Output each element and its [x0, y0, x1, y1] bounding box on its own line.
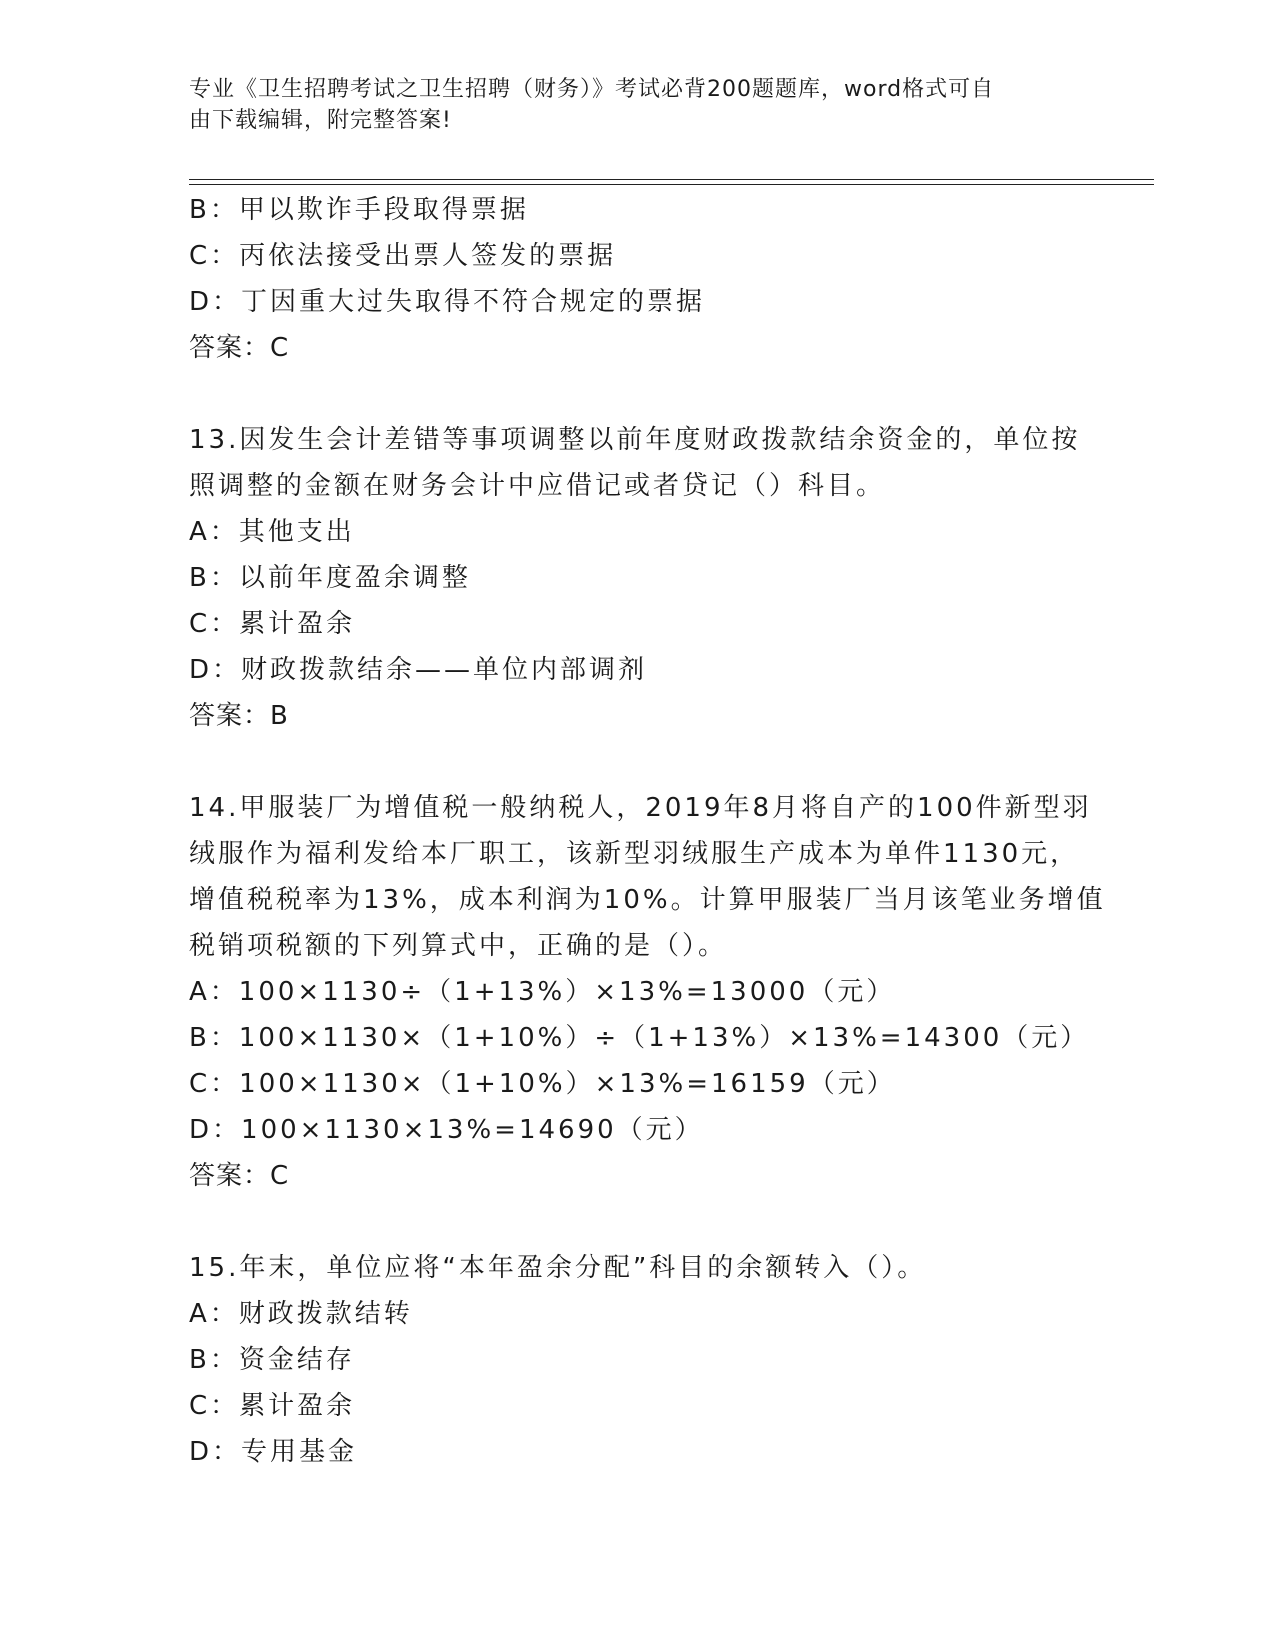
- q14-option-d: D：100×1130×13%=14690（元）: [189, 1115, 704, 1145]
- header-line-2: 由下载编辑，附完整答案!: [189, 108, 452, 133]
- q12-answer: 答案：C: [189, 333, 290, 363]
- question-spacer: [189, 1199, 1089, 1245]
- q15-option-c: C：累计盈余: [189, 1391, 356, 1421]
- q15-option-a: A：财政拨款结转: [189, 1299, 413, 1329]
- document-body: [189, 187, 1106, 1475]
- q14-answer: 答案：C: [189, 1161, 290, 1191]
- question-15: [189, 1245, 1089, 1475]
- document-header: [189, 74, 1069, 136]
- header-divider-top: [189, 179, 1154, 180]
- q14-stem-line-4: 税销项税额的下列算式中，正确的是（）。: [189, 931, 728, 961]
- q13-option-d: D：财政拨款结余——单位内部调剂: [189, 655, 648, 685]
- question-spacer: [189, 739, 1089, 785]
- q14-option-b: B：100×1130×（1+10%）÷（1+13%）×13%=14300（元）: [189, 1023, 1090, 1053]
- question-14: [189, 785, 1106, 1199]
- q12-option-d: D：丁因重大过失取得不符合规定的票据: [189, 287, 706, 317]
- q14-stem-line-2: 绒服作为福利发给本厂职工，该新型羽绒服生产成本为单件1130元，: [189, 839, 1080, 869]
- q14-option-c: C：100×1130×（1+10%）×13%=16159（元）: [189, 1069, 896, 1099]
- question-13: [189, 417, 1089, 739]
- q12-option-b: B：甲以欺诈手段取得票据: [189, 195, 529, 225]
- q13-option-c: C：累计盈余: [189, 609, 356, 639]
- q14-stem-line-3: 增值税税率为13%，成本利润为10%。计算甲服装厂当月该笔业务增值: [189, 885, 1106, 915]
- q15-option-b: B：资金结存: [189, 1345, 355, 1375]
- q12-option-c: C：丙依法接受出票人签发的票据: [189, 241, 617, 271]
- question-12: [189, 187, 1089, 371]
- q15-stem-line-1: 15.年末，单位应将“本年盈余分配”科目的余额转入（）。: [189, 1253, 927, 1283]
- q13-stem-line-2: 照调整的金额在财务会计中应借记或者贷记（）科目。: [189, 471, 886, 501]
- q14-stem-line-1: 14.甲服装厂为增值税一般纳税人，2019年8月将自产的100件新型羽: [189, 793, 1092, 823]
- q13-option-b: B：以前年度盈余调整: [189, 563, 471, 593]
- q13-option-a: A：其他支出: [189, 517, 355, 547]
- q13-stem-line-1: 13.因发生会计差错等事项调整以前年度财政拨款结余资金的，单位按: [189, 425, 1081, 455]
- q15-option-d: D：专用基金: [189, 1437, 358, 1467]
- header-divider-bottom: [189, 184, 1154, 185]
- question-spacer: [189, 371, 1089, 417]
- q13-answer: 答案：B: [189, 701, 289, 731]
- q14-option-a: A：100×1130÷（1+13%）×13%=13000（元）: [189, 977, 896, 1007]
- header-line-1: 专业《卫生招聘考试之卫生招聘（财务）》考试必背200题题库，word格式可自: [189, 77, 995, 102]
